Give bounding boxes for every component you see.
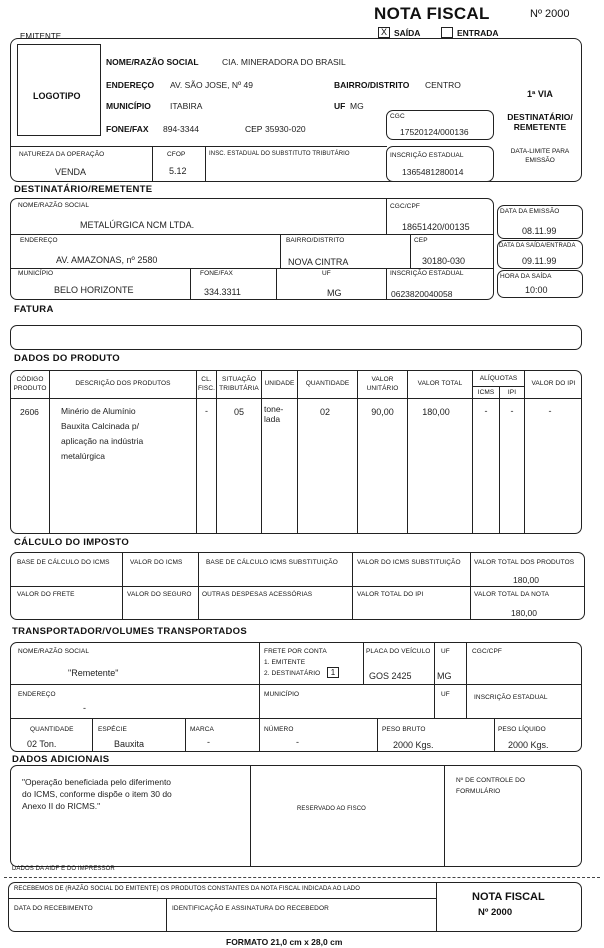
outras-label: OUTRAS DESPESAS ACESSÓRIAS [202, 591, 313, 598]
bruto: 2000 Kgs. [393, 740, 434, 750]
prod-ipi: - [510, 406, 514, 416]
emit-cgc: 17520124/000136 [400, 127, 469, 137]
entrada-checkbox[interactable] [441, 27, 453, 38]
col-descricao: DESCRIÇÃO DOS PRODUTOS [75, 380, 171, 387]
canhoto-text: RECEBEMOS DE (RAZÃO SOCIAL DO EMITENTE) OS PRODUTOS CONSTANTES DA NOTA FISCAL INDICADA AO LADO [14, 886, 361, 892]
frete-option-box[interactable]: 1 [327, 667, 339, 678]
emitente-label: EMITENTE [20, 32, 62, 41]
prod-icms: - [484, 406, 488, 416]
transp-uf-label: UF [441, 648, 450, 655]
logo-placeholder: LOGOTIPO [33, 91, 81, 101]
format-note: FORMATO 21,0 cm x 28,0 cm [226, 937, 343, 947]
fatura-box [10, 325, 582, 350]
total-nota-label: VALOR TOTAL DA NOTA [474, 591, 550, 598]
saida-checkbox[interactable]: X [378, 27, 390, 38]
placa: GOS 2425 [369, 671, 412, 681]
col-situacao: SITUAÇÃO TRIBUTÁRIA [219, 376, 259, 392]
transp-cgc-label: CGC/CPF [472, 648, 502, 655]
dest-rem-title: DESTINATÁRIO/ REMETENTE [507, 112, 573, 132]
base-sub-label: BASE DE CÁLCULO ICMS SUBSTITUIÇÃO [206, 559, 338, 566]
hora-label: HORA DA SAÍDA [500, 273, 552, 280]
col-valor-ipi: VALOR DO IPI [531, 380, 576, 387]
liquido-label: PESO LÍQUIDO [498, 726, 546, 733]
transp-nome: "Remetente" [68, 668, 119, 678]
hora: 10:00 [525, 285, 548, 295]
prod-valor-unit: 90,00 [371, 407, 394, 417]
emit-endereco-label: ENDEREÇO [106, 80, 155, 90]
doc-title: NOTA FISCAL [374, 4, 490, 23]
total-ipi-label: VALOR TOTAL DO IPI [357, 591, 424, 598]
transp-end-label: ENDEREÇO [18, 691, 56, 698]
prod-cl: - [205, 406, 208, 416]
especie-label: ESPÉCIE [98, 726, 127, 733]
emit-cep: 35930-020 [265, 124, 306, 134]
prod-desc-3: aplicação na indústria [61, 436, 144, 446]
dest-uf: MG [327, 288, 342, 298]
adicionais-section-title: DADOS ADICIONAIS [12, 754, 110, 765]
emit-uf-label: UF [334, 101, 346, 111]
saida-date-label: DATA DA SAÍDA/ENTRADA [499, 243, 576, 249]
doc-number: Nº 2000 [530, 8, 570, 20]
dest-fone-label: FONE/FAX [200, 270, 233, 277]
transp-nome-label: NOME/RAZÃO SOCIAL [18, 648, 90, 655]
prod-unidade-1: tone- [264, 404, 284, 414]
transp-uf: MG [437, 671, 452, 681]
emit-cgc-label: CGC [390, 113, 405, 120]
assinatura-label: IDENTIFICAÇÃO E ASSINATURA DO RECEBEDOR [172, 905, 329, 912]
prod-valor-total: 180,00 [422, 407, 450, 417]
info-line-1: "Operação beneficiada pelo diferimento [22, 777, 172, 787]
calculo-section-title: CÁLCULO DO IMPOSTO [14, 537, 130, 548]
prod-desc-1: Minério de Alumínio [61, 406, 136, 416]
aidf-impressor: DADOS DA AIDF E DO IMPRESSOR [12, 866, 115, 872]
canhoto-nf-number: Nº 2000 [478, 907, 513, 918]
bruto-label: PESO BRUTO [382, 726, 426, 733]
emit-endereco: AV. SÃO JOSE, Nº 49 [170, 80, 253, 90]
dest-endereco: AV. AMAZONAS, nº 2580 [56, 255, 158, 265]
natureza: VENDA [55, 167, 87, 177]
prod-desc-2: Bauxita Calcinada p/ [61, 421, 139, 431]
transp-end: - [83, 703, 86, 713]
transp-uf2-label: UF [441, 691, 450, 698]
valor-sub-label: VALOR DO ICMS SUBSTITUIÇÃO [357, 559, 461, 566]
via-label: 1ª VIA [527, 89, 553, 99]
insc-sub-label: INSC. ESTADUAL DO SUBSTITUTO TRIBUTÁRIO [209, 151, 350, 157]
data-limite-label: DATA-LIMITE PARA EMISSÃO [510, 148, 570, 164]
seguro-label: VALOR DO SEGURO [127, 591, 192, 598]
transporte-section-title: TRANSPORTADOR/VOLUMES TRANSPORTADOS [12, 626, 247, 637]
numero: - [296, 737, 299, 747]
dest-endereco-label: ENDEREÇO [20, 237, 58, 244]
entrada-label: ENTRADA [457, 28, 499, 38]
prod-codigo: 2606 [20, 407, 39, 417]
dest-cgc-label: CGC/CPF [390, 203, 420, 210]
col-quantidade: QUANTIDADE [305, 380, 350, 387]
col-cl-fisc: CL. FISC. [197, 376, 216, 392]
reservado-fisco: RESERVADO AO FISCO [297, 806, 366, 812]
emit-insc: 1365481280014 [402, 167, 464, 177]
col-aliquotas: ALÍQUOTAS [479, 375, 518, 382]
dest-nome-label: NOME/RAZÃO SOCIAL [18, 202, 90, 209]
prod-sit: 05 [233, 407, 244, 417]
emit-fone-label: FONE/FAX [106, 124, 149, 134]
total-produtos-label: VALOR TOTAL DOS PRODUTOS [474, 559, 575, 566]
frete-conta-label: FRETE POR CONTA [264, 648, 327, 655]
prod-valor-ipi: - [548, 406, 552, 416]
dest-cep-label: CEP [414, 237, 428, 244]
dest-municipio: BELO HORIZONTE [54, 285, 134, 295]
transp-insc-label: INSCRIÇÃO ESTADUAL [474, 694, 548, 701]
data-recebimento-label: DATA DO RECEBIMENTO [14, 905, 93, 912]
dest-fone: 334.3311 [204, 287, 241, 297]
base-icms-label: BASE DE CÁLCULO DO ICMS [17, 559, 110, 566]
natureza-label: NATUREZA DA OPERAÇÃO [19, 151, 105, 158]
emit-bairro: CENTRO [425, 80, 461, 90]
cut-line [4, 877, 600, 878]
prod-desc-4: metalúrgica [61, 451, 105, 461]
fatura-section-title: FATURA [14, 304, 54, 315]
info-line-3: Anexo II do RICMS." [22, 801, 101, 811]
frete-emitente: 1. EMITENTE [264, 659, 306, 666]
qt-label: QUANTIDADE [30, 726, 74, 733]
qt: 02 Ton. [27, 739, 57, 749]
dest-section-title: DESTINATÁRIO/REMETENTE [14, 184, 153, 195]
placa-label: PLACA DO VEÍCULO [366, 648, 431, 655]
marca: - [207, 737, 210, 747]
dest-nome: METALÚRGICA NCM LTDA. [80, 220, 195, 230]
controle-formulario: Nº DE CONTROLE DO FORMULÁRIO [456, 777, 526, 795]
cfop: 5.12 [169, 166, 187, 176]
prod-quantidade: 02 [319, 407, 330, 417]
transp-mun-label: MUNICÍPIO [264, 691, 300, 698]
col-valor-total: VALOR TOTAL [417, 380, 463, 387]
total-produtos: 180,00 [513, 575, 539, 585]
emit-fone: 894-3344 [163, 124, 199, 134]
emit-municipio: ITABIRA [170, 101, 203, 111]
cfop-label: CFOP [167, 151, 186, 158]
numero-label: NÚMERO [264, 726, 294, 733]
canhoto-nf-title: NOTA FISCAL [472, 891, 545, 903]
col-ipi: IPI [507, 389, 517, 396]
col-icms: ICMS [477, 389, 495, 396]
emit-nome: CIA. MINERADORA DO BRASIL [222, 57, 346, 67]
info-line-2: do ICMS, conforme dispõe o item 30 do [22, 789, 172, 799]
dest-cep: 30180-030 [422, 256, 466, 266]
dest-cgc: 18651420/00135 [402, 222, 470, 232]
prod-unidade-2: lada [264, 414, 281, 424]
emit-cep-label: CEP [245, 124, 263, 134]
emit-municipio-label: MUNICÍPIO [106, 101, 151, 111]
marca-label: MARCA [190, 726, 214, 733]
saida-label: SAÍDA [394, 28, 421, 38]
emit-uf: MG [350, 101, 364, 111]
emit-nome-label: NOME/RAZÃO SOCIAL [106, 57, 199, 67]
liquido: 2000 Kgs. [508, 740, 549, 750]
col-codigo: CÓDIGO PRODUTO [13, 376, 47, 392]
frete-destinatario: 2. DESTINATÁRIO [264, 670, 321, 677]
especie: Bauxita [114, 739, 145, 749]
dest-insc-label: INSCRIÇÃO ESTADUAL [390, 270, 464, 277]
emissao-label: DATA DA EMISSÃO [500, 208, 560, 215]
total-nota: 180,00 [511, 608, 537, 618]
produto-section-title: DADOS DO PRODUTO [14, 353, 120, 364]
dest-bairro: NOVA CINTRA [288, 257, 349, 267]
dest-uf-label: UF [322, 270, 331, 277]
emit-insc-label: INSCRIÇÃO ESTADUAL [390, 152, 464, 159]
logo-box [17, 44, 101, 136]
col-unidade: UNIDADE [264, 380, 295, 387]
valor-icms-label: VALOR DO ICMS [130, 559, 183, 566]
emit-bairro-label: BAIRRO/DISTRITO [334, 80, 410, 90]
saida-date: 09.11.99 [522, 256, 557, 266]
frete-label: VALOR DO FRETE [17, 591, 75, 598]
emissao: 08.11.99 [522, 226, 557, 236]
col-valor-unit: VALOR UNITÁRIO [366, 376, 399, 392]
dest-insc: 0623820040058 [391, 289, 453, 299]
dest-municipio-label: MUNICÍPIO [18, 270, 54, 277]
dest-bairro-label: BAIRRO/DISTRITO [286, 237, 345, 244]
